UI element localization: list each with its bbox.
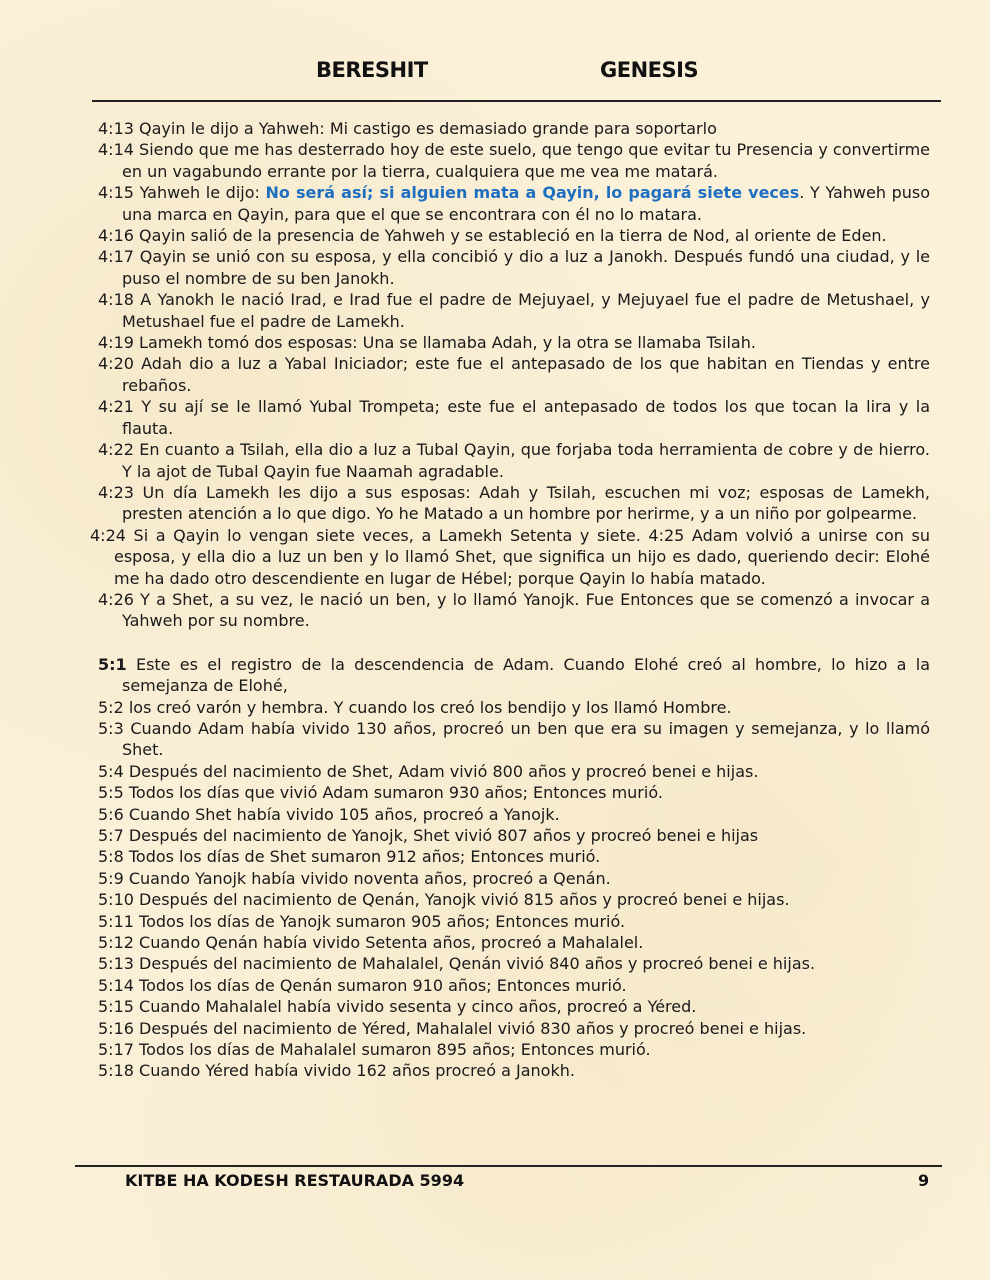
chapter-4-section	[90, 118, 931, 632]
verse-ref: 4:14	[98, 140, 134, 160]
verse-ref: 4:17	[98, 247, 134, 267]
verse-4-16	[98, 225, 930, 246]
footer-book-title: KITBE HA KODESH RESTAURADA 5994	[125, 1171, 465, 1190]
verse-ref: 4:19	[98, 333, 134, 353]
verse-ref: 5:12	[98, 933, 134, 953]
verse-highlight: No será así; si alguien mata a Qayin, lo pagará siete veces	[265, 183, 800, 203]
verse-ref: 5:11	[98, 911, 134, 931]
verse-5-15	[98, 996, 930, 1017]
verse-5-9	[98, 868, 930, 889]
verse-4-17	[98, 246, 930, 289]
verse-text: Este es el registro de la descendencia de Adam. Cuando Elohé creó al hombre, lo hizo a la semejanza de Elohé,	[122, 654, 931, 696]
verse-text: Si a Qayin lo vengan siete veces, a Lamekh Setenta y siete. 4:25 Adam volvió a unirse con su esposa, y ella dio a luz un ben y lo llamó Shet, que significa un hijo es dado, queriendo decir: Elohé me ha dado otro descendiente en lugar de Hébel; porque Qayin lo había matado.	[114, 525, 930, 588]
verse-text: Qayin salió de la presencia de Yahweh y se estableció en la tierra de Nod, al oriente de Eden.	[139, 226, 887, 246]
verse-5-13	[98, 953, 930, 974]
verse-text: Después del nacimiento de Shet, Adam vivió 800 años y procreó benei e hijas.	[128, 761, 759, 781]
verse-text: Cuando Qenán había vivido Setenta años, procreó a Mahalalel.	[139, 933, 644, 953]
verse-text: Todos los días de Yanojk sumaron 905 años; Entonces murió.	[139, 911, 626, 931]
verse-text-pre: Yahweh le dijo:	[139, 183, 266, 203]
verse-ref: 4:20	[98, 354, 134, 374]
page-number: 9	[918, 1171, 930, 1190]
verse-text: Un día Lamekh les dijo a sus esposas: Adah y Tsilah, escuchen mi voz; esposas de Lamekh, presten atención a lo que digo. Yo he Matado a un hombre por herirme, y a un niño por golpearme.	[122, 482, 931, 524]
verse-ref: 5:4	[98, 761, 124, 781]
verse-5-16	[98, 1018, 930, 1039]
chapter-gap	[98, 632, 930, 654]
verse-ref: 4:22	[98, 440, 134, 460]
scripture-body	[90, 118, 931, 1082]
verse-4-19	[98, 332, 930, 353]
verse-5-2	[98, 697, 930, 718]
footer-divider	[75, 1165, 942, 1167]
verse-5-3	[98, 718, 930, 761]
verse-text: Qayin le dijo a Yahweh: Mi castigo es demasiado grande para soportarlo	[139, 119, 717, 138]
verse-4-23	[98, 482, 930, 525]
verse-text: Qayin se unió con su esposa, y ella concibió y dio a luz a Janokh. Después fundó una ciudad, y le puso el nombre de su ben Janokh.	[122, 247, 930, 288]
verse-5-7	[98, 825, 930, 846]
header-divider	[92, 100, 941, 102]
verse-5-10	[98, 889, 930, 910]
verse-5-6	[98, 804, 930, 825]
verse-text: Cuando Adam había vivido 130 años, procreó un ben que era su imagen y semejanza, y lo llamó Shet.	[122, 718, 930, 760]
verse-ref: 4:21	[98, 397, 134, 417]
verse-text: Todos los días de Mahalalel sumaron 895 años; Entonces murió.	[139, 1040, 651, 1060]
verse-4-13	[98, 118, 930, 139]
verse-text: Todos los días de Qenán sumaron 910 años; Entonces murió.	[139, 975, 627, 995]
verse-5-1	[98, 654, 930, 697]
verse-ref: 5:15	[98, 997, 134, 1017]
verse-4-20	[98, 353, 930, 396]
verse-5-11	[98, 911, 930, 932]
verse-text: Lamekh tomó dos esposas: Una se llamaba Adah, y la otra se llamaba Tsilah.	[139, 333, 756, 353]
verse-ref: 5:10	[98, 890, 134, 910]
verse-ref: 4:15	[98, 183, 134, 203]
verse-text: Después del nacimiento de Yanojk, Shet vivió 807 años y procreó benei e hijas	[128, 826, 759, 845]
verse-5-17	[98, 1039, 930, 1060]
verse-ref: 4:23	[98, 482, 134, 502]
verse-text: Y a Shet, a su vez, le nació un ben, y lo llamó Yanojk. Fue Entonces que se comenzó a invocar a Yahweh por su nombre.	[122, 589, 930, 631]
header-right-title: GENESIS	[600, 58, 699, 82]
verse-ref: 5:18	[98, 1061, 134, 1081]
verse-text: Cuando Mahalalel había vivido sesenta y cinco años, procreó a Yéred.	[139, 997, 697, 1017]
verse-ref: 5:5	[98, 783, 124, 803]
verse-ref: 5:17	[98, 1040, 134, 1060]
verse-5-18	[98, 1060, 930, 1081]
verse-text: Cuando Yanojk había vivido noventa años, procreó a Qenán.	[128, 868, 611, 888]
verse-text: Y su ají se le llamó Yubal Trompeta; este fue el antepasado de todos los que tocan la lira y la flauta.	[122, 397, 930, 438]
verse-ref: 5:9	[98, 868, 124, 888]
verse-4-21	[98, 396, 930, 439]
verse-text: Cuando Yéred había vivido 162 años procreó a Janokh.	[139, 1061, 575, 1081]
verse-4-18	[98, 289, 930, 332]
verse-ref: 5:16	[98, 1018, 134, 1038]
verse-ref: 5:13	[98, 954, 134, 974]
verse-5-14	[98, 975, 930, 996]
verse-ref: 5:1	[98, 654, 127, 674]
verse-ref: 5:8	[98, 847, 124, 867]
verse-5-12	[98, 932, 930, 953]
header-left-title: BERESHIT	[316, 58, 428, 82]
verse-text: En cuanto a Tsilah, ella dio a luz a Tubal Qayin, que forjaba toda herramienta de cobre y de hierro. Y la ajot de Tubal Qayin fue Naamah agradable.	[122, 440, 930, 481]
verse-5-4	[98, 761, 930, 782]
verse-ref: 4:16	[98, 226, 134, 246]
verse-4-24	[90, 525, 930, 589]
verse-text: Adah dio a luz a Yabal Iniciador; este fue el antepasado de los que habitan en Tiendas y entre rebaños.	[122, 354, 931, 395]
page-header	[0, 58, 990, 88]
verse-ref: 5:6	[98, 804, 124, 824]
verse-5-8	[98, 846, 930, 867]
verse-text: Todos los días que vivió Adam sumaron 930 años; Entonces murió.	[128, 783, 663, 803]
verse-ref: 5:7	[98, 826, 124, 845]
verse-ref: 4:26	[98, 589, 134, 609]
verse-text: Después del nacimiento de Yéred, Mahalalel vivió 830 años y procreó benei e hijas.	[139, 1018, 807, 1038]
verse-4-22	[98, 439, 930, 482]
chapter-5-section	[98, 654, 930, 1082]
verse-5-5	[98, 782, 930, 803]
verse-text: Después del nacimiento de Mahalalel, Qenán vivió 840 años y procreó benei e hijas.	[139, 954, 816, 974]
verse-ref: 5:2	[98, 697, 124, 717]
verse-text: Cuando Shet había vivido 105 años, procreó a Yanojk.	[128, 804, 560, 824]
verse-ref: 5:3	[98, 718, 124, 738]
verse-text: los creó varón y hembra. Y cuando los creó los bendijo y los llamó Hombre.	[128, 697, 732, 717]
verse-4-14	[98, 139, 930, 182]
verse-text: Todos los días de Shet sumaron 912 años; Entonces murió.	[128, 847, 601, 867]
verse-ref: 4:24	[90, 525, 126, 545]
verse-text: A Yanokh le nació Irad, e Irad fue el padre de Mejuyael, y Mejuyael fue el padre de Metushael, y Metushael fue el padre de Lamekh.	[122, 290, 930, 331]
verse-text: Después del nacimiento de Qenán, Yanojk vivió 815 años y procreó benei e hijas.	[139, 890, 790, 910]
verse-ref: 4:18	[98, 290, 134, 310]
verse-4-15	[98, 182, 930, 225]
verse-ref: 4:13	[98, 119, 134, 138]
verse-ref: 5:14	[98, 975, 134, 995]
verse-text-post: . Y Yahweh puso una marca en Qayin, para que el que se encontrara con él no lo matara.	[122, 183, 931, 224]
verse-4-26	[98, 589, 930, 632]
verse-text: Siendo que me has desterrado hoy de este suelo, que tengo que evitar tu Presencia y convertirme en un vagabundo errante por la tierra, cualquiera que me vea me matará.	[122, 140, 930, 181]
